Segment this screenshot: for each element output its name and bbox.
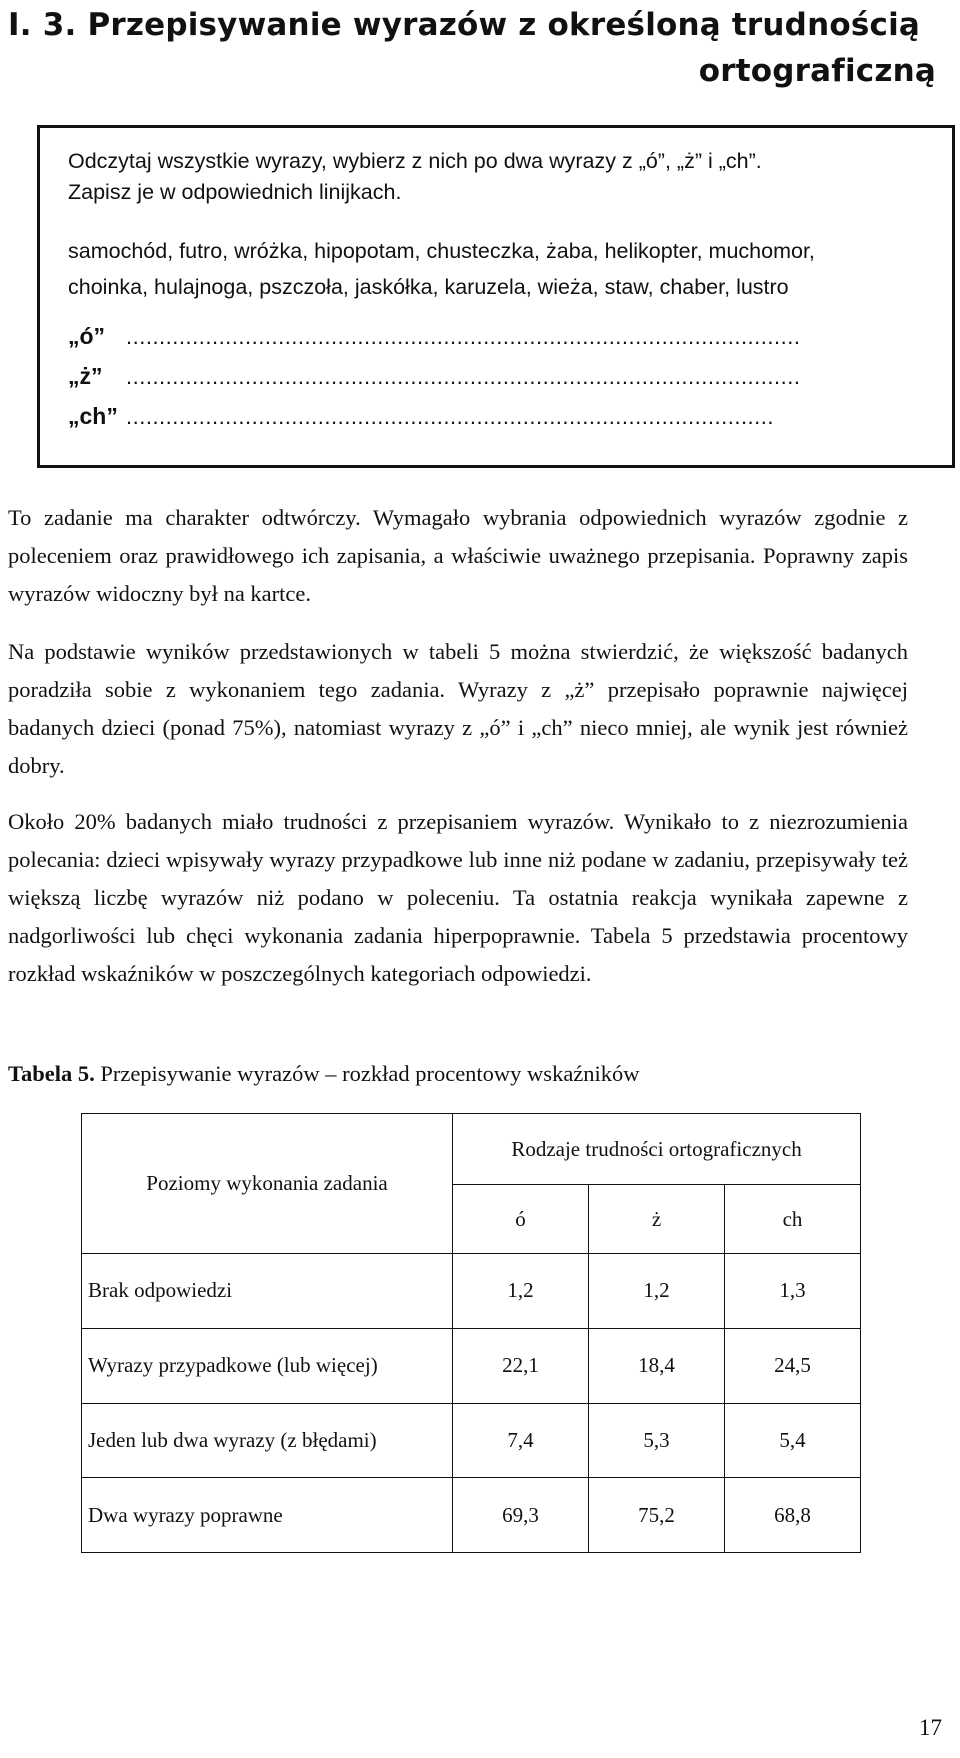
task-word-list-line-2: choinka, hulajnoga, pszczoła, jaskółka, karuzela, wieża, staw, chaber, lustro	[68, 275, 789, 299]
cell-value: 69,3	[453, 1478, 589, 1553]
section-heading	[8, 2, 938, 94]
task-word-list-line-1: samochód, futro, wróżka, hipopotam, chusteczka, żaba, helikopter, muchomor,	[68, 239, 815, 263]
task-box	[37, 125, 955, 468]
row-label: Jeden lub dwa wyrazy (z błędami)	[82, 1403, 453, 1478]
header-col-z: ż	[589, 1185, 725, 1254]
answer-dots-z: ......................................................................................................	[126, 364, 801, 389]
answer-label-o: „ó”	[68, 323, 106, 349]
cell-value: 24,5	[724, 1328, 860, 1403]
header-group: Rodzaje trudności ortograficznych	[453, 1114, 861, 1185]
table-caption-label: Tabela 5.	[8, 1061, 95, 1086]
table-row	[82, 1254, 861, 1329]
cell-value: 5,4	[724, 1403, 860, 1478]
cell-value: 5,3	[589, 1403, 725, 1478]
cell-value: 68,8	[724, 1478, 860, 1553]
header-col-o: ó	[453, 1185, 589, 1254]
cell-value: 22,1	[453, 1328, 589, 1403]
table-row	[82, 1328, 861, 1403]
table-caption-text: Przepisywanie wyrazów – rozkład procentowy wskaźników	[100, 1061, 640, 1086]
answer-line-z	[68, 356, 938, 396]
paragraph-difficulties: Około 20% badanych miało trudności z przepisaniem wyrazów. Wynikało to z niezrozumienia polecania: dzieci wpisywały wyrazy przypadkowe lub inne niż podane w zadaniu, przepisywały też większą liczbę wyrazów niż podano w poleceniu. Ta ostatnia reakcja wynikała zapewne z nadgorliwości lub chęci wykonania zadania hiperpoprawnie. Tabela 5 przedstawia procentowy rozkład wskaźników w poszczególnych kategoriach odpowiedzi.	[8, 809, 908, 986]
cell-value: 1,2	[453, 1254, 589, 1329]
section-heading-line-2: ortograficzną	[698, 53, 936, 89]
row-label: Dwa wyrazy poprawne	[82, 1478, 453, 1553]
table-row	[82, 1403, 861, 1478]
task-instruction-line-1: Odczytaj wszystkie wyrazy, wybierz z nich po dwa wyrazy z „ó”, „ż” i „ch”.	[68, 149, 762, 173]
answer-line-o	[68, 316, 938, 356]
header-col-ch: ch	[724, 1185, 860, 1254]
page-number: 17	[919, 1715, 942, 1740]
answer-dots-o: ......................................................................................................	[126, 324, 801, 349]
table-caption	[8, 1058, 640, 1090]
section-heading-line-1: I. 3. Przepisywanie wyrazów z określoną trudnością	[8, 7, 921, 43]
table-header-row	[82, 1114, 861, 1185]
cell-value: 75,2	[589, 1478, 725, 1553]
task-instruction	[68, 146, 938, 208]
answer-label-ch: „ch”	[68, 403, 118, 429]
task-word-list	[68, 233, 938, 305]
header-levels: Poziomy wykonania zadania	[82, 1114, 453, 1254]
results-table	[81, 1113, 861, 1553]
cell-value: 18,4	[589, 1328, 725, 1403]
cell-value: 1,3	[724, 1254, 860, 1329]
answer-label-z: „ż”	[68, 363, 103, 389]
cell-value: 7,4	[453, 1403, 589, 1478]
answer-line-ch	[68, 396, 938, 436]
paragraph-task-description: To zadanie ma charakter odtwórczy. Wymagało wybrania odpowiednich wyrazów zgodnie z poleceniem oraz prawidłowego ich zapisania, a właściwie uważnego przepisania. Poprawny zapis wyrazów widoczny był na kartce.	[8, 505, 908, 606]
paragraph-results: Na podstawie wyników przedstawionych w tabeli 5 można stwierdzić, że większość badanych poradziła sobie z wykonaniem tego zadania. Wyrazy z „ż” przepisało poprawnie najwięcej badanych dzieci (ponad 75%), natomiast wyrazy z „ó” i „ch” nieco mniej, ale wynik jest również dobry.	[8, 639, 908, 778]
table-row	[82, 1478, 861, 1553]
task-instruction-line-2: Zapisz je w odpowiednich linijkach.	[68, 180, 402, 204]
row-label: Brak odpowiedzi	[82, 1254, 453, 1329]
answer-dots-ch: ..................................................................................................	[126, 404, 775, 429]
row-label: Wyrazy przypadkowe (lub więcej)	[82, 1328, 453, 1403]
cell-value: 1,2	[589, 1254, 725, 1329]
